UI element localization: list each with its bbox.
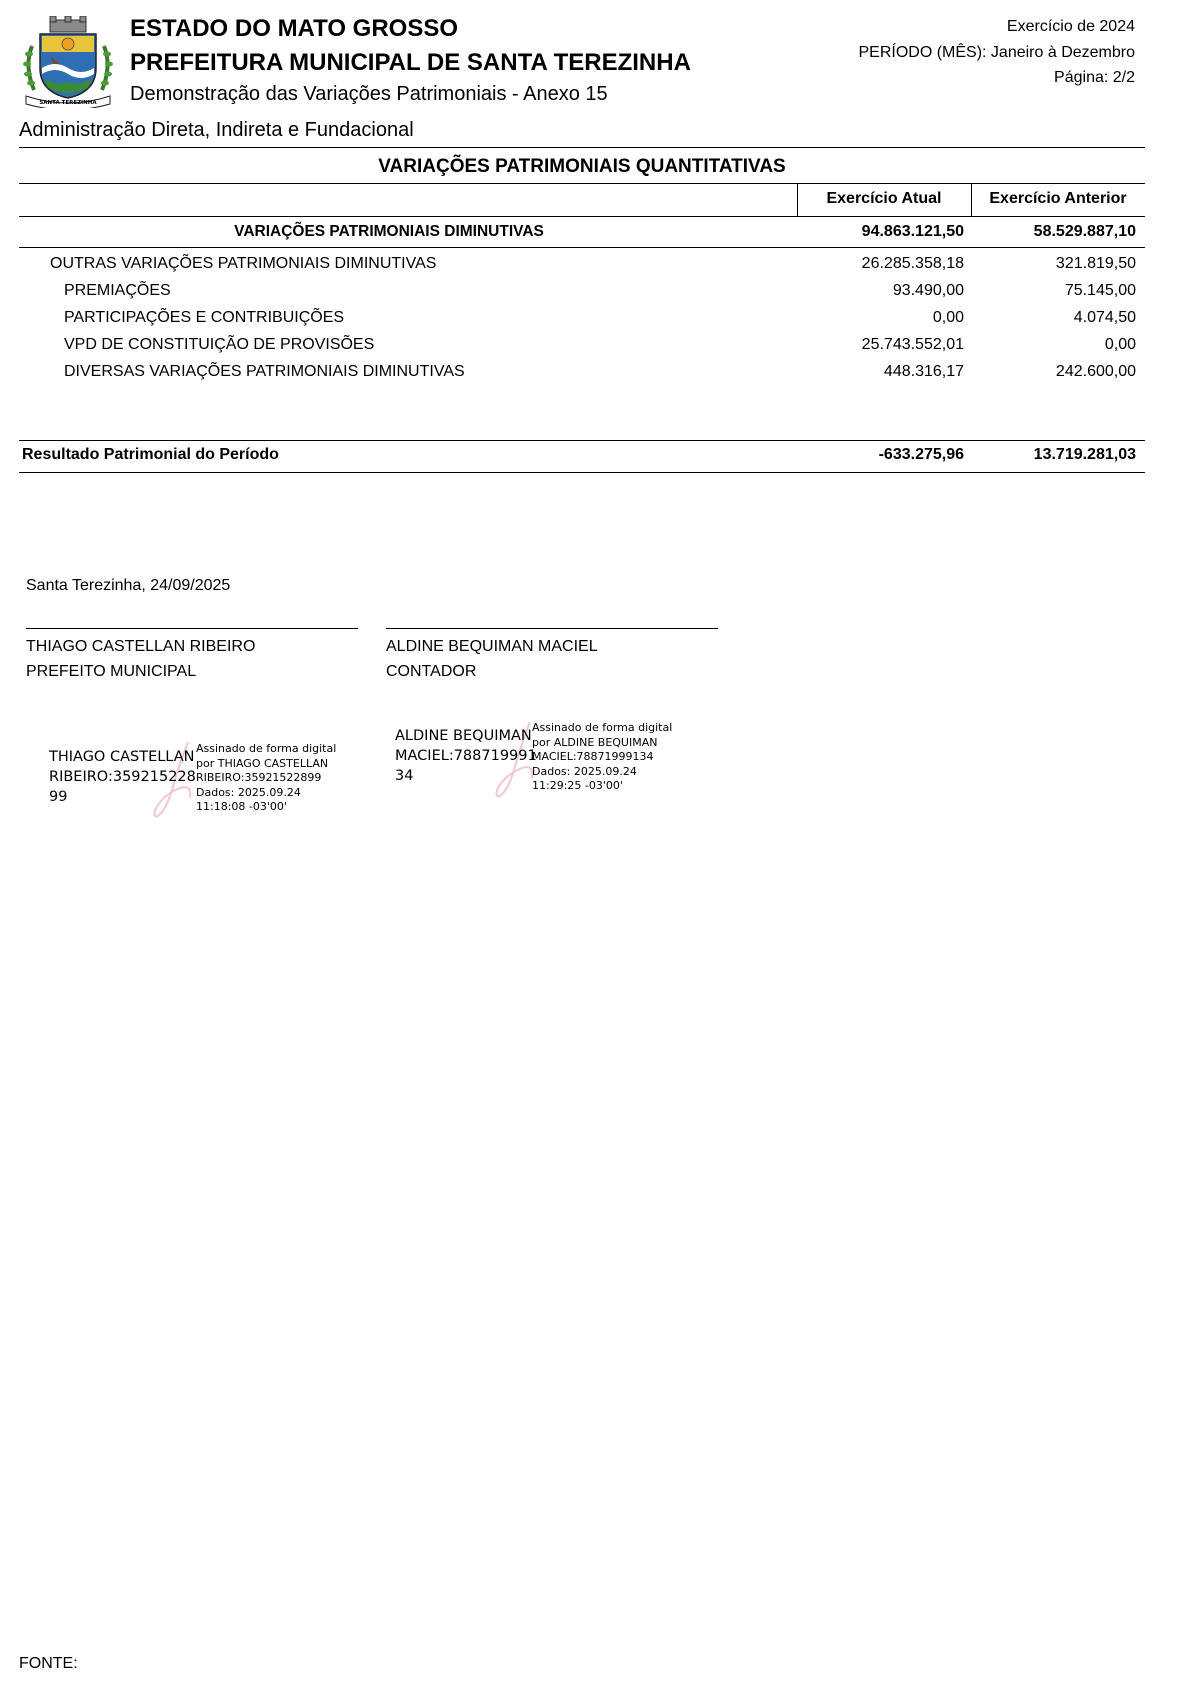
row-anterior: 242.600,00 [1055, 363, 1136, 380]
exercicio-label: Exercício de 2024 [1006, 18, 1135, 35]
admin-scope: Administração Direta, Indireta e Fundacional [19, 119, 414, 141]
signatory-name-prefeito: THIAGO CASTELLAN RIBEIRO [26, 638, 256, 655]
section-anterior: 58.529.887,10 [1033, 223, 1136, 240]
row-atual: 448.316,17 [883, 363, 964, 380]
row-label: PREMIAÇÕES [64, 282, 171, 299]
header-bottom-border [19, 216, 1145, 217]
row-anterior: 0,00 [1104, 336, 1136, 353]
result-top-border [19, 440, 1145, 441]
digital-signer-name: THIAGO CASTELLAN RIBEIRO:359215228 99 [49, 749, 196, 805]
crest-ribbon-text: SANTA TEREZINHA [39, 100, 97, 106]
signatory-role-contador: CONTADOR [386, 663, 477, 680]
section-bottom-border [19, 247, 1145, 248]
row-label: VPD DE CONSTITUIÇÃO DE PROVISÕES [64, 336, 375, 353]
table-title-border [19, 183, 1145, 184]
place-date: Santa Terezinha, 24/09/2025 [26, 577, 231, 594]
signatory-role-prefeito: PREFEITO MUNICIPAL [26, 663, 197, 680]
result-bottom-border [19, 472, 1145, 473]
section-atual: 94.863.121,50 [861, 223, 964, 240]
page-number: Página: 2/2 [1054, 69, 1135, 86]
row-atual: 26.285.358,18 [861, 255, 964, 272]
result-anterior: 13.719.281,03 [1033, 446, 1136, 463]
row-anterior: 4.074,50 [1073, 309, 1136, 326]
row-label: PARTICIPAÇÕES E CONTRIBUIÇÕES [64, 309, 345, 326]
row-label: OUTRAS VARIAÇÕES PATRIMONIAIS DIMINUTIVAS [50, 255, 437, 272]
prefeitura-title: PREFEITURA MUNICIPAL DE SANTA TEREZINHA [130, 49, 691, 76]
state-title: ESTADO DO MATO GROSSO [130, 15, 459, 42]
periodo-label: PERÍODO (MÊS): Janeiro à Dezembro [858, 44, 1135, 61]
signature-line-prefeito [26, 628, 358, 629]
municipal-crest-logo [20, 16, 116, 108]
table-title: VARIAÇÕES PATRIMONIAIS QUANTITATIVAS [378, 156, 786, 177]
row-anterior: 75.145,00 [1064, 282, 1136, 299]
col-header-atual: Exercício Atual [826, 190, 942, 207]
table-top-border [19, 147, 1145, 148]
digital-signature-detail: Assinado de forma digital por ALDINE BEQUIMAN MACIEL:78871999134 Dados: 2025.09.24 11:29:25 -03'00' [532, 721, 673, 792]
digital-signature-detail: Assinado de forma digital por THIAGO CASTELLAN RIBEIRO:35921522899 Dados: 2025.09.24 11:18:08 -03'00' [196, 742, 337, 813]
row-anterior: 321.819,50 [1055, 255, 1136, 272]
signature-line-contador [386, 628, 718, 629]
row-atual: 0,00 [932, 309, 964, 326]
report-subtitle: Demonstração das Variações Patrimoniais - Anexo 15 [130, 83, 608, 105]
section-label: VARIAÇÕES PATRIMONIAIS DIMINUTIVAS [234, 223, 544, 240]
result-atual: -633.275,96 [878, 446, 964, 463]
col-header-anterior: Exercício Anterior [989, 190, 1127, 207]
row-label: DIVERSAS VARIAÇÕES PATRIMONIAIS DIMINUTIVAS [64, 363, 465, 380]
footer-source: FONTE: [19, 1655, 78, 1672]
result-label: Resultado Patrimonial do Período [22, 446, 279, 463]
row-atual: 93.490,00 [892, 282, 964, 299]
digital-signer-name: ALDINE BEQUIMAN MACIEL:788719991 34 [395, 728, 537, 784]
signatory-name-contador: ALDINE BEQUIMAN MACIEL [386, 638, 598, 655]
row-atual: 25.743.552,01 [861, 336, 964, 353]
